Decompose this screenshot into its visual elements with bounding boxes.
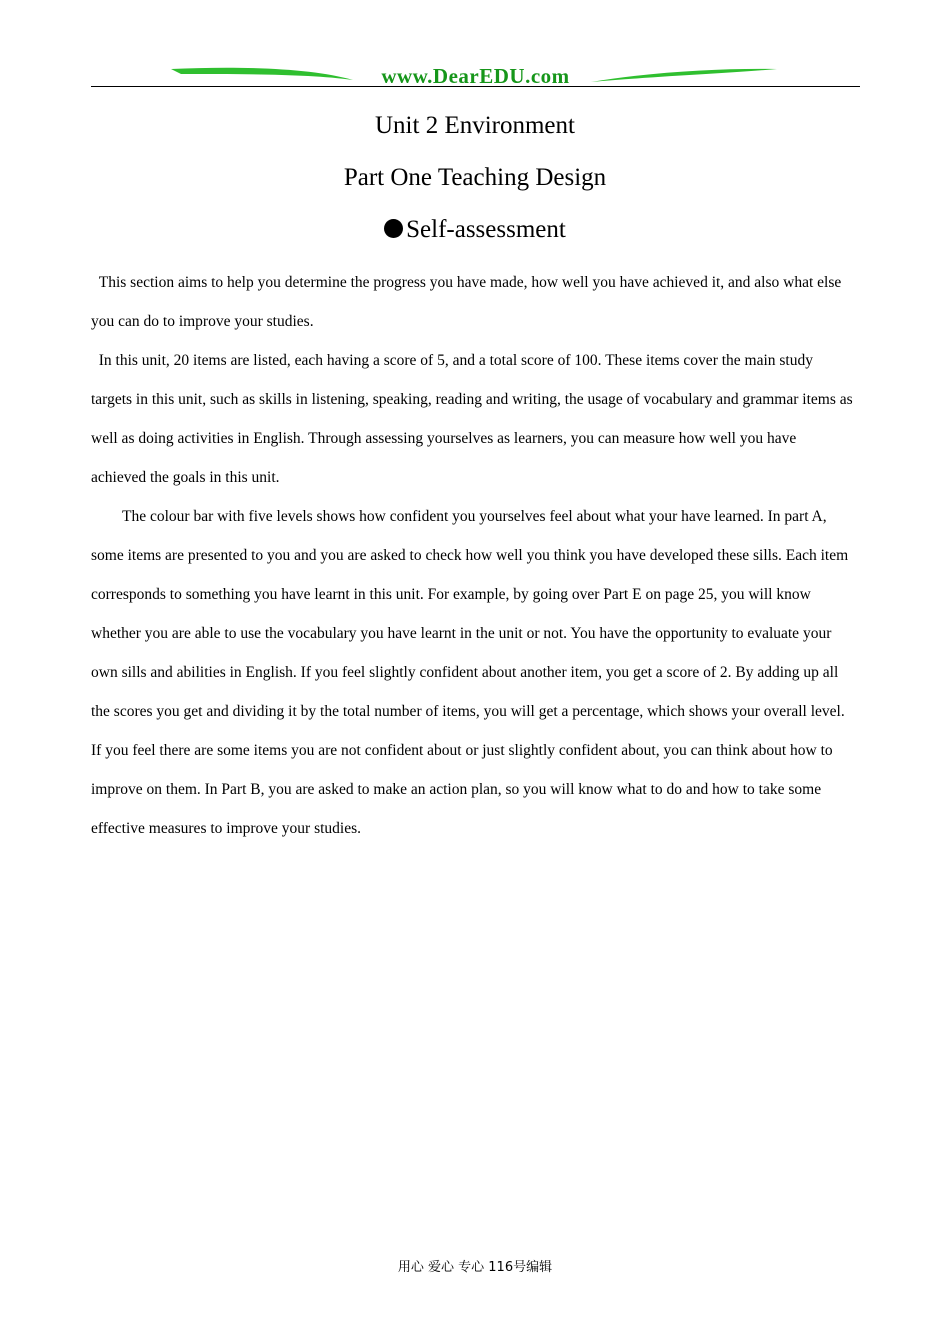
body-text — [91, 263, 855, 848]
section-title-text: Self-assessment — [406, 216, 566, 243]
part-title: Part One Teaching Design — [343, 164, 607, 191]
logo-text: www.DearEDU.com — [381, 64, 570, 88]
section-title — [0, 215, 950, 245]
header-divider — [91, 86, 860, 87]
paragraph-colour-bar: The colour bar with five levels shows how confident you yourselves feel about what your have learned. In part A, some items are presented to you and you are asked to check how well you think you have developed these sills. Each item corresponds to something you have learnt in this unit. For example, by going over Part E on page 25, you will know whether you are able to use the vocabulary you have learnt in the unit or not. You have the opportunity to evaluate your own sills and abilities in English. If you feel slightly confident about another item, you get a score of 2. By adding up all the scores you get and dividing it by the total number of items, you will get a percentage, which shows your overall level. If you feel there are some items you are not confident about or just slightly confident about, you can think about how to improve on them. In Part B, you are asked to make an action plan, so you will know what to do and how to take some effective measures to improve your studies. — [91, 508, 853, 837]
paragraph-intro: This section aims to help you determine the progress you have made, how well you have achieved it, and also what else you can do to improve your studies. — [91, 274, 846, 330]
page-footer: 用心 爱心 专心 116号编辑 — [397, 1260, 553, 1275]
paragraph-scoring: In this unit, 20 items are listed, each having a score of 5, and a total score of 100. These items cover the main study targets in this unit, such as skills in listening, speaking, reading and writing, the usage of vocabulary and grammar items as well as doing activities in English. Through assessing yourselves as learners, you can measure how well you have achieved the goals in this unit. — [91, 352, 857, 486]
bullet-icon — [384, 219, 403, 238]
unit-title: Unit 2 Environment — [375, 112, 575, 139]
